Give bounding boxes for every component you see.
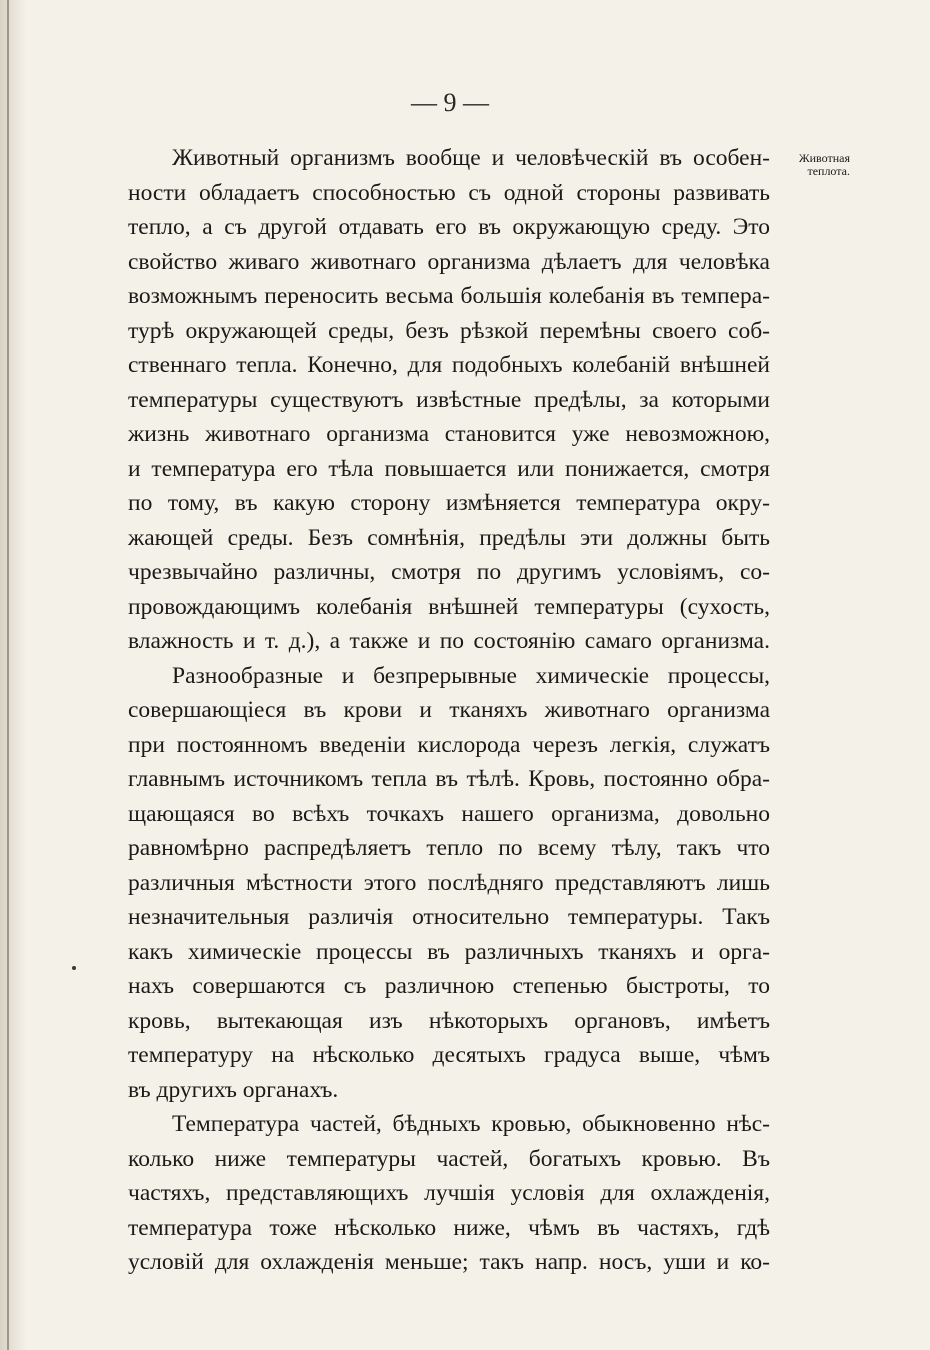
margin-note-line: Животная (798, 151, 850, 165)
text-line: тепло, а съ другой отдавать его въ окружающую среду. Это (128, 214, 770, 240)
text-line: влажность и т. д.), а также и по состоянію самаго организма. (128, 628, 770, 654)
text-line: незначительныя различія относительно температуры. Такъ (128, 904, 770, 930)
text-line: свойство живаго животнаго организма дѣлаетъ для человѣка (128, 248, 770, 275)
text-line: совершающіеся въ крови и тканяхъ животнаго организма (128, 697, 770, 723)
text-line: ственнаго тепла. Конечно, для подобныхъ колебаній внѣшней (128, 352, 770, 378)
text-line: нахъ совершаются съ различною степенью быстроты, то (128, 973, 770, 999)
paragraph (128, 1107, 770, 1280)
text-line: турѣ окружающей среды, безъ рѣзкой перемѣны своего соб- (128, 317, 770, 344)
text-line: чрезвычайно различны, смотря по другимъ условіямъ, со- (128, 559, 770, 585)
text-line: и температура его тѣла повышается или понижается, смотря (128, 455, 770, 482)
text-line: жизнь животнаго организма становится уже невозможною, (128, 421, 770, 447)
text-line: возможнымъ переносить весьма большія колебанія въ темпера- (128, 283, 770, 309)
text-line: ности обладаетъ способностью съ одной стороны развивать (128, 179, 770, 206)
page-edge-shadow (0, 0, 26, 1350)
paragraph (128, 659, 770, 1108)
body-text (128, 141, 770, 1280)
text-line: различныя мѣстности этого послѣдняго представляютъ лишь (128, 869, 770, 896)
paragraph (128, 141, 770, 659)
print-speck (72, 966, 76, 970)
text-line: какъ химическіе процессы въ различныхъ тканяхъ и орга- (128, 938, 770, 965)
page-binding-edge (7, 0, 9, 1350)
text-line: по тому, въ какую сторону измѣняется температура окру- (128, 490, 770, 516)
text-line: жающей среды. Безъ сомнѣнія, предѣлы эти должны быть (128, 524, 770, 551)
text-line: условій для охлажденія меньше; такъ напр. носъ, уши и ко- (128, 1249, 770, 1275)
text-line: Разнообразные и безпрерывные химическіе процессы, (172, 662, 770, 689)
margin-note-line: теплота. (807, 164, 850, 178)
text-line: температуру на нѣсколько десятыхъ градуса выше, чѣмъ (128, 1042, 770, 1068)
margin-note (780, 152, 850, 178)
text-line: въ другихъ органахъ. (128, 1076, 339, 1103)
text-line: частяхъ, представляющихъ лучшія условія для охлажденія, (128, 1180, 770, 1206)
text-line: щающаяся во всѣхъ точкахъ нашего организма, довольно (128, 800, 770, 827)
text-line: температуры существуютъ извѣстные предѣлы, за которыми (128, 386, 770, 413)
text-line: кровь, вытекающая изъ нѣкоторыхъ органовъ, имѣетъ (128, 1007, 770, 1034)
text-line: провождающимъ колебанія внѣшней температуры (сухость, (128, 593, 770, 620)
text-line: колько ниже температуры частей, богатыхъ кровью. Въ (128, 1145, 770, 1172)
text-line: равномѣрно распредѣляетъ тепло по всему тѣлу, такъ что (128, 835, 770, 861)
text-line: Температура частей, бѣдныхъ кровью, обыкновенно нѣс- (172, 1111, 770, 1137)
text-line: температура тоже нѣсколько ниже, чѣмъ въ частяхъ, гдѣ (128, 1214, 770, 1241)
text-line: Животный организмъ вообще и человѣческій въ особен- (172, 145, 770, 171)
text-line: главнымъ источникомъ тепла въ тѣлѣ. Кровь, постоянно обра- (128, 766, 770, 792)
page-number: — 9 — (411, 88, 489, 117)
text-line: при постоянномъ введеніи кислорода черезъ легкія, служатъ (128, 731, 770, 758)
